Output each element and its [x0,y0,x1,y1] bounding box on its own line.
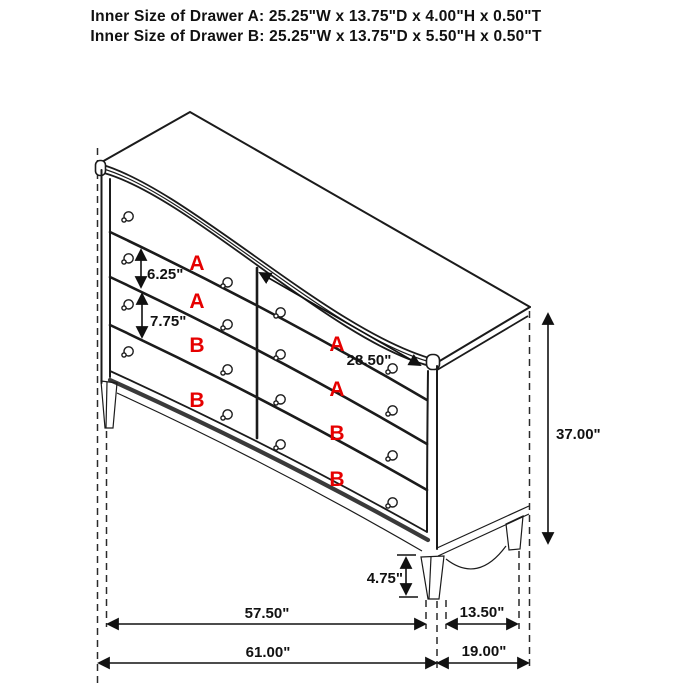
dimension-value: 37.00" [556,426,601,443]
dimension-value: 13.50" [459,604,505,621]
dimension-value: 57.50" [244,605,290,622]
dresser-foot-front-right-edge [429,557,431,599]
dimension-drawer-a-height [141,250,183,287]
dimension-leg-height [367,555,418,597]
drawer-knob-icon [122,254,133,264]
drawer-label: B [329,468,345,491]
drawer-knob-icon [274,308,285,318]
title-line-drawer-b: Inner Size of Drawer B: 25.25"W x 13.75"D x 5.50"H x 0.50"T [90,27,542,45]
drawer-knob-icon [221,278,232,288]
drawer-knob-icon [274,395,285,405]
drawer-knob-icon [122,212,133,222]
top-right-edge-outer [438,307,530,362]
drawer-label: A [329,333,345,356]
dimension-overall-depth [438,643,528,663]
dimension-drawer-b-height [142,294,186,337]
front-base-top-edge [110,371,427,532]
dresser-foot-front-left-edge [106,382,107,428]
dimension-value: 4.75" [366,570,403,587]
top-right-edge-inner [437,316,528,370]
drawer-knob-icon [274,440,285,450]
drawer-knob-icon [122,300,133,310]
drawer-knob-icon [386,406,397,416]
drawer-knob-icon [122,347,133,357]
right-stile-inner [427,371,428,532]
drawer-knob-icon [274,350,285,360]
dresser-foot-front-right [421,556,444,599]
dimension-overall-height [548,314,601,543]
dimension-overall-width [99,644,436,663]
dresser-foot-front-left [101,381,117,428]
drawer-label: B [329,422,345,445]
drawer-knob-icon [221,365,232,375]
title-line-drawer-a: Inner Size of Drawer A: 25.25"W x 13.75"D x 4.00"H x 0.50"T [90,8,542,25]
front-skirt-bottom [117,393,422,551]
dimension-value: 28.50" [346,352,392,369]
drawer-knob-icon [386,498,397,508]
dimension-front-width [108,605,425,624]
dimension-value: 7.75" [150,313,187,330]
drawer-knob-icon [386,451,397,461]
drawer-knob-icon [221,320,232,330]
drawer-label: A [189,252,205,275]
side-skirt-scallop [446,546,506,569]
drawer-label: A [329,378,345,401]
dresser-left-edge [102,170,111,383]
drawer-label: A [189,290,205,313]
dimension-side-width [447,604,517,624]
drawer-label: B [189,334,205,357]
drawer-knob-icon [221,410,232,420]
dimension-value: 61.00" [245,644,291,661]
dresser-top [96,112,531,370]
side-base-rail-top [437,506,529,548]
dimension-value: 6.25" [147,266,184,283]
drawer-label: B [189,389,205,412]
dimension-value: 19.00" [461,643,507,660]
dresser-right-side [427,366,529,569]
drawer-row-divider-3 [110,325,427,490]
